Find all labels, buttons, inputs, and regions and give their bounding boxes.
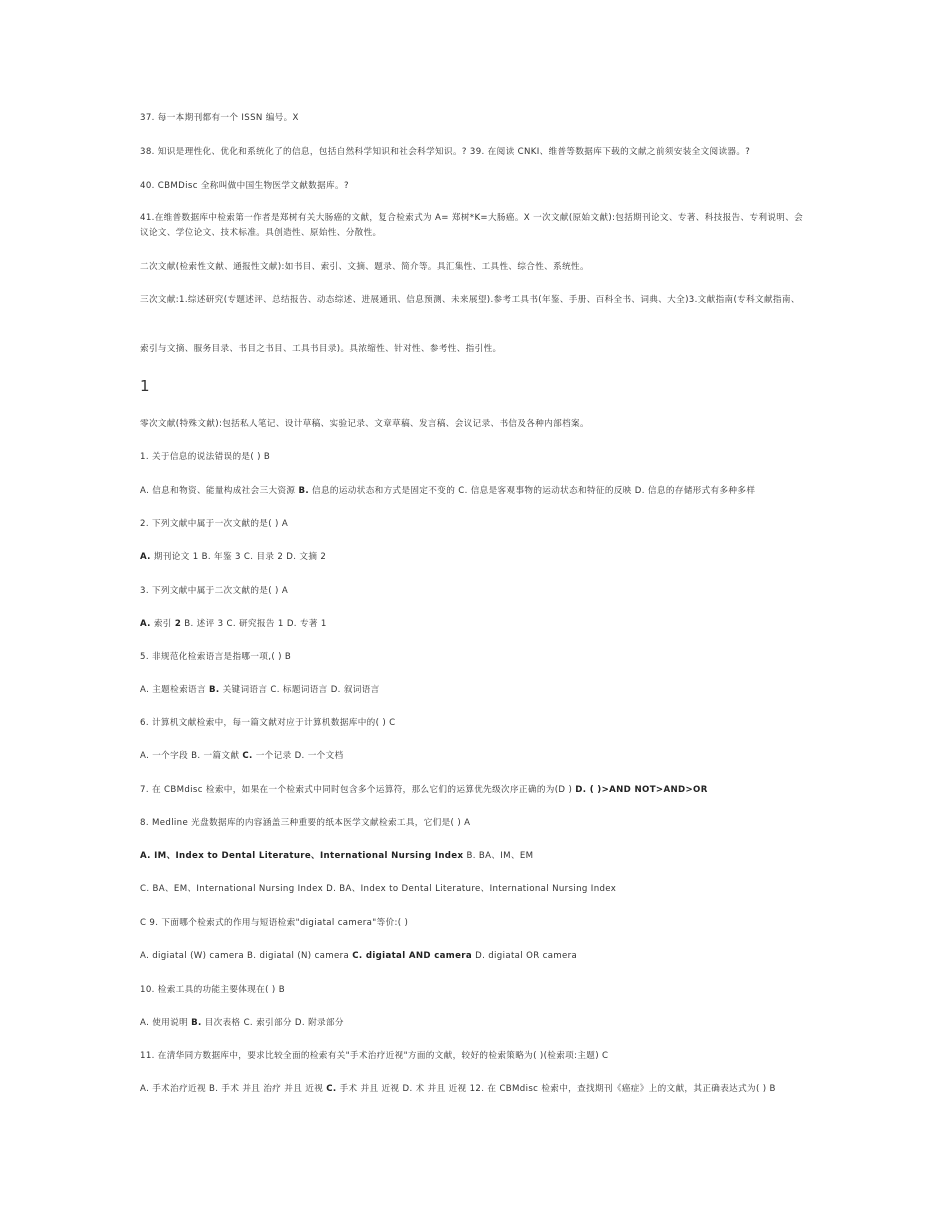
- option-text: A. 一个字段 B. 一篇文献: [140, 751, 243, 761]
- answer-mark: D. ( )>AND NOT>AND>OR: [575, 785, 708, 795]
- option-text: 一个记录 D. 一个文档: [252, 751, 344, 761]
- question-7: [140, 783, 812, 798]
- zero-literature-line: 零次文献(特殊文献):包括私人笔记、设计草稿、实验记录、文章草稿、发言稿、会议记录、书信及各种内部档案。: [140, 419, 589, 429]
- question-text: 7. 在 CBMdisc 检索中，如果在一个检索式中同时包含多个运算符，那么它们的运算优先级次序正确的为(D ): [140, 785, 576, 795]
- answer-mark: C. digiatal AND camera: [352, 951, 473, 961]
- question-6-options: [140, 749, 812, 764]
- question-3-options: [140, 617, 812, 632]
- question-2: 2. 下列文献中属于一次文献的是( ) A: [140, 519, 289, 529]
- option-text: A. digiatal (W) camera B. digiatal (N) camera: [140, 951, 353, 961]
- question-10-options: [140, 1016, 812, 1031]
- option-text: A. 信息和物资、能量构成社会三大资源: [140, 486, 299, 496]
- q40-line: 40. CBMDisc 全称叫做中国生物医学文献数据库。?: [140, 181, 349, 191]
- answer-mark: B.: [209, 685, 220, 695]
- tertiary-literature-continued: 索引与文摘、服务目录、书目之书目、工具书目录)。具浓缩性、针对性、参考性、指引性。: [140, 344, 502, 354]
- answer-mark: C.: [326, 1084, 337, 1094]
- answer-mark: 2: [174, 619, 182, 629]
- question-2-options: [140, 550, 812, 565]
- question-5: 5. 非规范化检索语言是指哪一项,( ) B: [140, 652, 292, 662]
- q38-39-line: 38. 知识是理性化、优化和系统化了的信息，包括自然科学知识和社会科学知识。? 39. 在阅读 CNKI、维普等数据库下载的文献之前须安装全文阅读器。?: [140, 147, 751, 157]
- page-number: 1: [140, 377, 150, 395]
- option-text: A. 使用说明: [140, 1018, 192, 1028]
- option-text: 索引: [150, 619, 175, 629]
- answer-mark: B.: [298, 486, 309, 496]
- answer-mark: B.: [191, 1018, 202, 1028]
- question-3: 3. 下列文献中属于二次文献的是( ) A: [140, 586, 289, 596]
- question-11: 11. 在清华同方数据库中，要求比较全面的检索有关"手术治疗近视"方面的文献，较好的检索策略为( )(检索项:主题) C: [140, 1051, 609, 1061]
- question-9: C 9. 下面哪个检索式的作用与短语检索"digiatal camera"等价:( ): [140, 918, 409, 928]
- option-text: B. 述评 3 C. 研究报告 1 D. 专著 1: [181, 619, 327, 629]
- option-text: A. 主题检索语言: [140, 685, 209, 695]
- option-text: D. digiatal OR camera: [472, 951, 578, 961]
- option-text: B. BA、IM、EM: [463, 851, 534, 861]
- answer-mark: A.: [140, 552, 151, 562]
- answer-mark: A.: [140, 619, 151, 629]
- q37-line: 37. 每一本期刊都有一个 ISSN 编号。X: [140, 113, 299, 123]
- option-text: 期刊论文 1 B. 年鉴 3 C. 目录 2 D. 文摘 2: [150, 552, 327, 562]
- question-9-options: [140, 949, 812, 964]
- question-6: 6. 计算机文献检索中，每一篇文献对应于计算机数据库中的( ) C: [140, 718, 396, 728]
- question-8: 8. Medline 光盘数据库的内容涵盖三种重要的纸本医学文献检索工具，它们是( ) A: [140, 818, 471, 828]
- q41-paragraph: 41.在维普数据库中检索第一作者是郑树有关大肠癌的文献，复合检索式为 A= 郑树*K=大肠癌。X 一次文献(原始文献):包括期刊论文、专著、科技报告、专利说明、会议论文、学位论文、技术标准。具创造性、原始性、分散性。: [140, 213, 804, 238]
- secondary-literature-line: 二次文献(检索性文献、通报性文献):如书目、索引、文摘、题录、简介等。具汇集性、工具性、综合性、系统性。: [140, 262, 589, 272]
- question-10: 10. 检索工具的功能主要体现在( ) B: [140, 985, 285, 995]
- option-text: 关键词语言 C. 标题词语言 D. 叙词语言: [219, 685, 380, 695]
- option-text: 手术 并且 近视 D. 术 并且 近视 12. 在 CBMdisc 检索中，查找期刊《癌症》上的文献，其正确表达式为( ) B: [336, 1084, 776, 1094]
- question-8-options: [140, 849, 812, 864]
- question-5-options: [140, 683, 812, 698]
- question-1-options: [140, 484, 812, 499]
- tertiary-literature-paragraph: 三次文献:1.综述研究(专题述评、总结报告、动态综述、进展通讯、信息预测、未来展望).参考工具书(年鉴、手册、百科全书、词典、大全)3.文献指南(专科文献指南、: [140, 295, 800, 305]
- question-8-options-continued: C. BA、EM、International Nursing Index D. BA、Index to Dental Literature、International Nursing Index: [140, 884, 617, 894]
- option-text: 目次表格 C. 索引部分 D. 附录部分: [201, 1018, 344, 1028]
- question-1: 1. 关于信息的说法错误的是( ) B: [140, 452, 271, 462]
- option-text: 信息的运动状态和方式是固定不变的 C. 信息是客观事物的运动状态和特征的反映 D. 信息的存储形式有多种多样: [308, 486, 756, 496]
- answer-mark: C.: [242, 751, 253, 761]
- option-text: A. 手术治疗近视 B. 手术 并且 治疗 并且 近视: [140, 1084, 327, 1094]
- question-11-options-and-question-12: [140, 1082, 812, 1112]
- answer-mark: A. IM、Index to Dental Literature、International Nursing Index: [140, 851, 464, 861]
